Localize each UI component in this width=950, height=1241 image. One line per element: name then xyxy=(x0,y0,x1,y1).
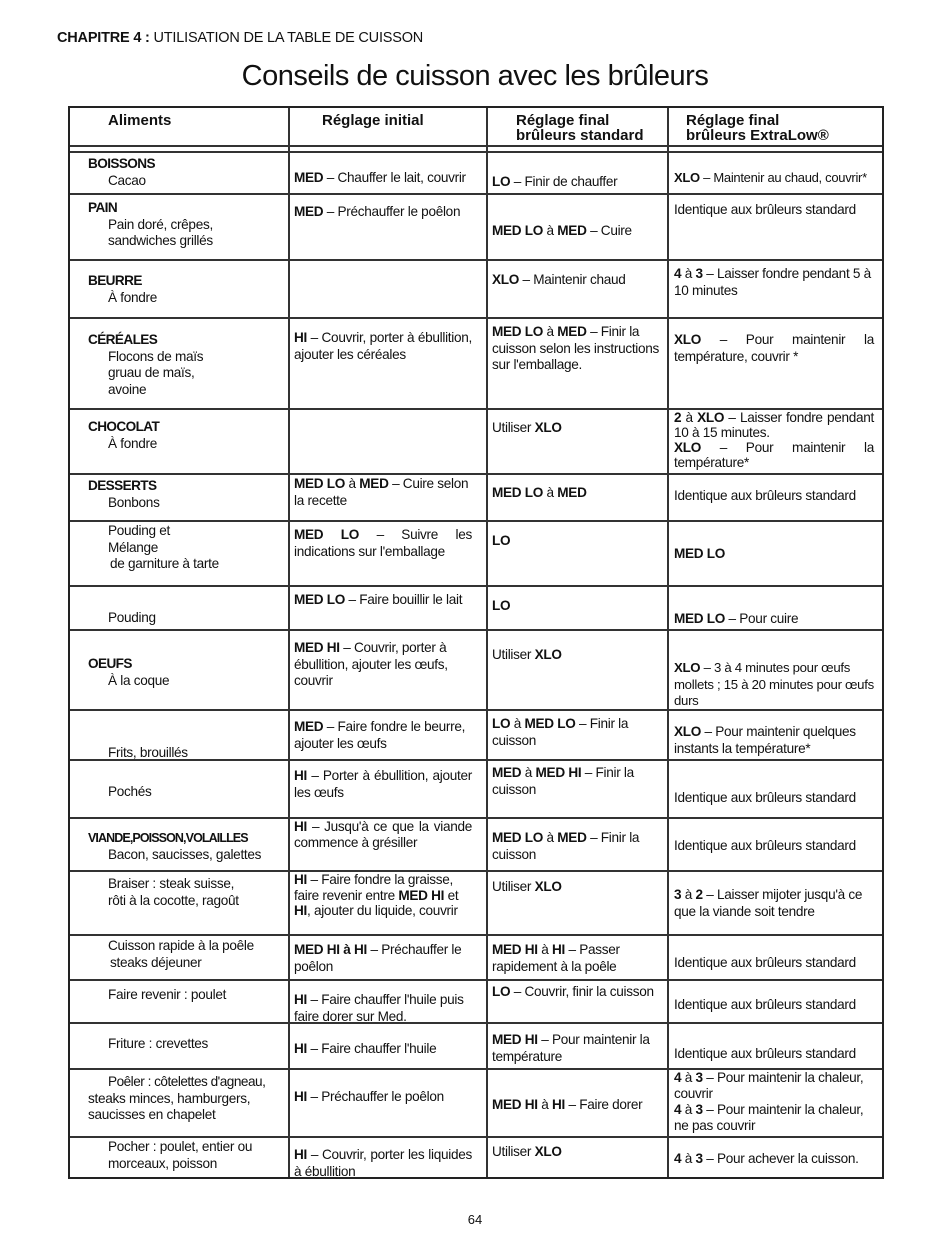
table-row-friture: Friture : crevettes xyxy=(108,1036,209,1051)
table-row-faire-revenir: Faire revenir : poulet xyxy=(108,987,227,1002)
cell-final-extralow: Identique aux brûleurs standard xyxy=(674,997,856,1012)
cell-initial: HI – Jusqu'à ce que la viande commence à grésiller xyxy=(294,819,472,850)
table-row-viande: VIANDE,POISSON,VOLAILLES Bacon, saucisses, galettes xyxy=(88,831,262,862)
column-header-aliments: Aliments xyxy=(108,112,172,129)
cell-initial: MED – Faire fondre le beurre, ajouter les œufs xyxy=(294,719,466,751)
cell-initial: MED LO à MED – Cuire selon la recette xyxy=(294,476,469,508)
cell-final-standard: Utiliser XLO xyxy=(492,1144,562,1159)
cell-final-extralow: Identique aux brûleurs standard xyxy=(674,1046,856,1061)
cell-final-extralow: MED LO xyxy=(674,546,726,561)
table-row-cuisson-rapide: Cuisson rapide à la poêle steaks déjeuner xyxy=(108,938,254,970)
cell-final-standard: Utiliser XLO xyxy=(492,647,562,662)
cell-initial: MED HI – Couvrir, porter à ébullition, ajouter les œufs, couvrir xyxy=(294,640,448,688)
cell-final-extralow: Identique aux brûleurs standard xyxy=(674,838,856,853)
cell-final-extralow: 3 à 2 – Laisser mijoter jusqu'à ce que la viande soit tendre xyxy=(674,887,863,919)
cell-final-extralow: Identique aux brûleurs standard xyxy=(674,790,856,805)
cell-initial: HI – Préchauffer le poêlon xyxy=(294,1089,444,1104)
table-row-beurre: BEURRE À fondre xyxy=(88,273,157,305)
chapter-heading: CHAPITRE 4 : UTILISATION DE LA TABLE DE CUISSON xyxy=(57,30,424,46)
cell-final-standard: Utiliser XLO xyxy=(492,879,562,894)
page-number: 64 xyxy=(467,1212,483,1227)
cell-final-standard: MED LO à MED – Cuire xyxy=(492,223,632,238)
cell-final-extralow: XLO – 3 à 4 minutes pour œufs mollets ; 15 à 20 minutes pour œufs durs xyxy=(674,660,874,708)
table-row-chocolat: CHOCOLAT À fondre xyxy=(88,419,160,451)
cell-final-extralow: 2 à XLO – Laisser fondre pendant 10 à 15 minutes. XLO – Pour maintenir la température* xyxy=(674,410,875,470)
table-row-boissons: BOISSONS Cacao xyxy=(88,156,155,188)
cell-initial: HI – Couvrir, porter les liquides à ébullition xyxy=(294,1147,472,1179)
table-row-poeler: Poêler : côtelettes d'agneau, steaks minces, hamburgers, saucisses en chapelet xyxy=(88,1074,266,1122)
cooking-table xyxy=(68,106,884,1179)
cell-final-standard: Utiliser XLO xyxy=(492,420,562,435)
cell-final-standard: LO xyxy=(492,598,511,613)
table-row-desserts: DESSERTS Bonbons xyxy=(88,478,160,510)
cell-initial: MED HI à HI – Préchauffer le poêlon xyxy=(294,942,462,974)
table-row-frits-brouilles: Frits, brouillés xyxy=(108,745,188,760)
cell-final-standard: MED HI à HI – Faire dorer xyxy=(492,1097,643,1112)
cell-initial: HI – Faire chauffer l'huile puis faire dorer sur Med. xyxy=(294,992,464,1024)
cell-final-standard: LO xyxy=(492,533,511,548)
cell-final-extralow: 4 à 3 – Pour achever la cuisson. xyxy=(674,1151,859,1166)
cell-initial: HI – Porter à ébullition, ajouter les œufs xyxy=(294,768,472,800)
cell-final-extralow: Identique aux brûleurs standard xyxy=(674,955,856,970)
cell-final-standard: LO à MED LO – Finir la cuisson xyxy=(492,716,629,748)
cell-final-standard: MED HI à HI – Passer rapidement à la poêle xyxy=(492,942,620,974)
cell-final-standard: MED LO à MED – Finir la cuisson xyxy=(492,830,640,862)
cell-final-standard: LO – Finir de chauffer xyxy=(492,174,618,189)
cell-final-standard: LO – Couvrir, finir la cuisson xyxy=(492,984,654,999)
cell-initial: HI – Faire chauffer l'huile xyxy=(294,1041,437,1056)
table-row-cereales: CÉRÉALES Flocons de maïs gruau de maïs, avoine xyxy=(88,332,204,397)
cell-initial: MED LO – Suivre les indications sur l'emballage xyxy=(294,527,473,559)
cell-final-standard: XLO – Maintenir chaud xyxy=(492,272,626,287)
cell-final-extralow: XLO – Maintenir au chaud, couvrir* xyxy=(674,170,867,185)
table-row-pouding: Pouding xyxy=(108,610,156,625)
cell-final-extralow: Identique aux brûleurs standard xyxy=(674,202,856,217)
cell-initial: HI – Couvrir, porter à ébullition, ajouter les céréales xyxy=(294,330,472,362)
cell-final-standard: MED LO à MED – Finir la cuisson selon les instructions sur l'emballage. xyxy=(492,324,660,372)
cell-final-extralow: 4 à 3 – Laisser fondre pendant 5 à 10 minutes xyxy=(674,266,871,298)
column-header-final-standard: Réglage final brûleurs standard xyxy=(516,112,644,144)
cell-final-extralow: Identique aux brûleurs standard xyxy=(674,488,856,503)
table-row-pain: PAIN Pain doré, crêpes, sandwiches grillés xyxy=(88,200,213,248)
page-title: Conseils de cuisson avec les brûleurs xyxy=(241,60,709,92)
cell-initial: MED LO – Faire bouillir le lait xyxy=(294,592,463,607)
cell-final-extralow: XLO – Pour maintenir la température, couvrir * xyxy=(674,332,874,364)
column-header-final-extralow: Réglage final brûleurs ExtraLow® xyxy=(686,112,829,144)
cell-final-standard: MED LO à MED xyxy=(492,485,587,500)
cell-final-extralow: MED LO – Pour cuire xyxy=(674,611,799,626)
table-row-braiser: Braiser : steak suisse, rôti à la cocotte, ragoût xyxy=(108,876,239,908)
table-row-poches: Pochés xyxy=(108,784,152,799)
cell-final-standard: MED HI – Pour maintenir la température xyxy=(492,1032,650,1064)
cell-initial: MED – Préchauffer le poêlon xyxy=(294,204,461,219)
cell-final-extralow: 4 à 3 – Pour maintenir la chaleur, couvrir 4 à 3 – Pour maintenir la chaleur, ne pas couvrir xyxy=(674,1070,864,1133)
cell-final-extralow: XLO – Pour maintenir quelques instants la température* xyxy=(674,724,856,756)
cell-final-standard: MED à MED HI – Finir la cuisson xyxy=(492,765,634,797)
cell-initial: HI – Faire fondre la graisse, faire revenir entre MED HI et HI, ajouter du liquide, couvrir xyxy=(294,872,459,918)
table-row-pouding-melange: Pouding et Mélange de garniture à tarte xyxy=(108,523,219,571)
table-row-pocher: Pocher : poulet, entier ou morceaux, poisson xyxy=(108,1139,253,1171)
cell-initial: MED – Chauffer le lait, couvrir xyxy=(294,170,466,185)
table-row-oeufs: OEUFS À la coque xyxy=(88,656,170,688)
column-header-reglage-initial: Réglage initial xyxy=(322,112,424,129)
